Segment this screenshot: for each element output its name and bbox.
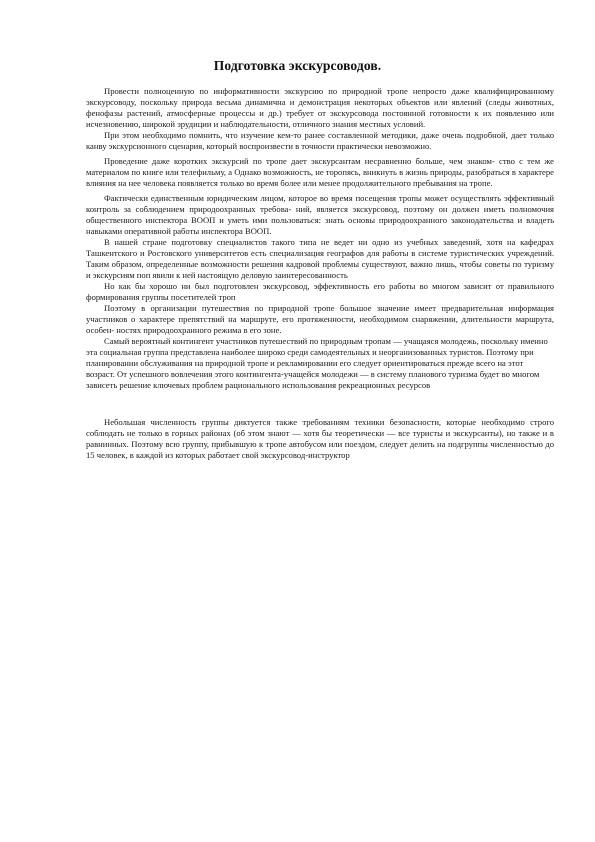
document-title: Подготовка экскурсоводов. [213, 58, 382, 73]
paragraph: В нашей стране подготовку специалистов такого типа не ведет ни одно из учебных заведений, хотя на кафедрах Ташкентского и Ростовского университетов есть специализация географов для работы в системе туристических учреждений. Таким образом, определенные возможности решения кадровой проблемы существуют, важно лишь, чтобы советы по туризму и экскурсиям поп явили к ней настоящую деловую заинтересованность [86, 237, 554, 280]
paragraph: Небольшая численность группы диктуется также требованиям техники безопасности, которые необходимо строго соблюдать не только в горных районах (об этом знают — хотя бы теоретически — все туристы и экскурсанты), но также и в равнинных. Поэтому всю группу, прибывшую к тропе автобусом или поездом, следует делить на подгруппы численностью до 15 человек, в каждой из которых работает свой экскурсовод-инструктор [86, 417, 554, 460]
paragraph: При этом необходимо помнить, что изучение кем-то ранее составленной методики, даже очень подробной, дает только канву экскурсионного сценария, который воспроизвести в точности практически невозможно. [86, 130, 554, 151]
paragraph: Провести полноценную по информативности экскурсию по природной тропе непросто даже квалифицированному экскурсоводу, поскольку природа весьма динамична и демонстрация некоторых объектов или явлений (следы животных, фенофазы растений, атмосферные процессы и др.) требует от экскурсовода постоянной готовности к их появлению или исчезновению, широкой эрудиции и наблюдательности, отличного знания местных условий. [86, 86, 554, 129]
paragraph: Но как бы хорошо ни был подготовлен экскурсовод, эффективность его работы во многом зависит от правильного формирования группы посетителей троп [86, 281, 554, 302]
paragraph: Фактически единственным юридическим лицом, которое во время посещения тропы может осуществлять эффективный контроль за соблюдением природоохранных требова- ний, является экскурсовод, поэтому он должен иметь полномочия общественного инспектора ВООП и уметь ими пользоваться: знать основы природоохранного законодательства и владеть навыками оперативной работы инспектора ВООП. [86, 193, 554, 236]
paragraph: Поэтому в организации путешествия по природной тропе большое значение имеет предварительная информация участников о характере препятствий на маршруте, его протяженности, необходимом снаряжении, длительности маршрута, особен- ностях природоохранного режима в его зоне. [86, 303, 554, 335]
paragraph: Самый вероятный контингент участников путешествий по природным тропам — учащаяся молодежь, поскольку именно эта социальная группа представлена наиболее широко среди самодеятельных и неорганизованных туристов. Поэтому при планировании обслуживания на природной тропе и рекламировании его следует ориентироваться прежде всего на этот возраст. От успешного вовлечения этого контингента-учащейся молодежи — в систему планового туризма будет во многом зависеть решение ключевых проблем рационального использования рекреационных ресурсов [86, 336, 548, 390]
paragraph: Проведение даже коротких экскурсий по тропе дает экскурсантам несравненно больше, чем знаком- ство с тем же материалом по книге или телефильму, а Однако возможность, не торопясь, вникнуть в жизнь природы, разобраться в характере влияния на нее человека появляется только во время более или менее продолжительного пребывания на тропе. [86, 156, 554, 188]
document-body [86, 86, 554, 461]
